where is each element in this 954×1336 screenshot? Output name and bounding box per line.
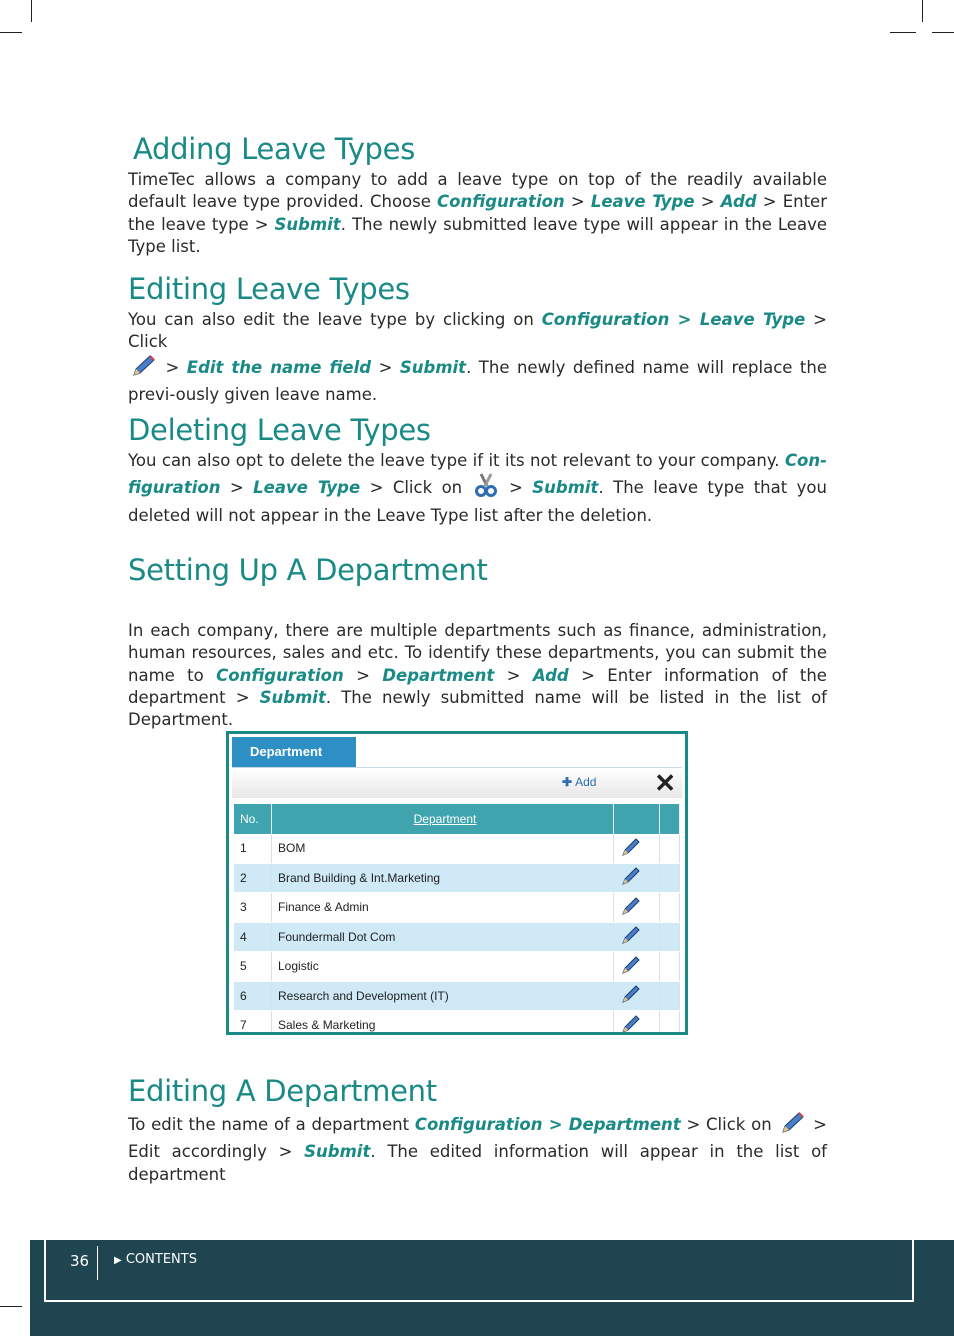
plus-icon: ✚ xyxy=(562,775,573,789)
table-row xyxy=(234,834,680,863)
text: > xyxy=(494,665,533,685)
cell-department: Finance & Admin xyxy=(272,893,614,923)
text: > Click on xyxy=(360,478,472,498)
toolbar xyxy=(232,768,682,798)
table-row xyxy=(234,863,680,893)
section-setting-up-department xyxy=(128,552,827,731)
tab-department[interactable]: Department xyxy=(232,737,356,767)
cell-department: BOM xyxy=(272,834,614,863)
cell-department: Foundermall Dot Com xyxy=(272,922,614,952)
section-body xyxy=(128,1111,827,1186)
cell-extra xyxy=(660,981,680,1011)
text: . The leave type that you deleted will not appear in the Leave Type list after the deletion. xyxy=(128,478,827,525)
cell-no: 5 xyxy=(234,952,272,982)
section-body xyxy=(128,169,827,258)
text: > xyxy=(499,478,533,498)
contents-label: CONTENTS xyxy=(125,1252,197,1267)
column-header-department[interactable]: Department xyxy=(272,804,614,834)
edit-icon[interactable] xyxy=(614,834,660,863)
cell-department: Sales & Marketing xyxy=(272,1011,614,1036)
keyword: Configuration > Leave Type xyxy=(541,310,806,329)
text: In each company, there are multiple departments such as finance, administration, human resources, sales and etc. To identify these departments, you can submit the name to xyxy=(128,621,827,685)
table-row xyxy=(234,952,680,982)
keyword: Department xyxy=(382,665,495,685)
section-title: Editing Leave Types xyxy=(128,272,410,306)
keyword: Add xyxy=(532,665,569,685)
tab-bar xyxy=(232,737,682,768)
cell-department: Logistic xyxy=(272,952,614,982)
table-row xyxy=(234,922,680,952)
contents-link[interactable] xyxy=(114,1252,197,1267)
edit-icon[interactable] xyxy=(614,1011,660,1036)
edit-icon[interactable] xyxy=(614,922,660,952)
edit-icon[interactable] xyxy=(614,952,660,982)
pencil-icon xyxy=(777,1111,807,1141)
edit-icon[interactable] xyxy=(614,981,660,1011)
section-body xyxy=(128,309,827,406)
keyword: Submit xyxy=(532,478,599,498)
text: > Click xyxy=(128,310,828,352)
keyword: Configuration xyxy=(216,665,344,685)
keyword: Leave Type xyxy=(253,478,361,498)
text: > xyxy=(220,478,254,498)
scissors-icon xyxy=(472,472,500,504)
crop-mark xyxy=(922,0,923,22)
section-body xyxy=(128,450,827,527)
cell-extra xyxy=(660,952,680,982)
text: > xyxy=(564,192,591,212)
text: To edit the name of a department xyxy=(128,1115,415,1134)
cell-extra xyxy=(660,893,680,923)
keyword: Leave Type xyxy=(590,192,695,212)
text: . The edited information will appear in the list of department xyxy=(128,1142,827,1184)
edit-icon[interactable] xyxy=(614,893,660,923)
text: You can also opt to delete the leave type if it its not relevant to your company. xyxy=(128,451,785,470)
close-icon[interactable]: ✕ xyxy=(654,768,676,798)
department-table xyxy=(234,804,680,1035)
department-screenshot xyxy=(226,731,688,1035)
section-editing-leave-types xyxy=(128,271,827,406)
table-row xyxy=(234,981,680,1011)
keyword: Submit xyxy=(259,687,326,707)
page-number: 36 xyxy=(70,1252,90,1270)
text: . The newly submitted name will be listed in the list of Department. xyxy=(128,687,827,730)
pencil-icon xyxy=(128,354,158,384)
keyword: Submit xyxy=(274,214,341,234)
column-header-action xyxy=(614,804,660,834)
cell-no: 4 xyxy=(234,922,272,952)
cell-no: 1 xyxy=(234,834,272,863)
text: . The newly defined name will replace the previ-ously given leave name. xyxy=(128,357,827,404)
cell-no: 7 xyxy=(234,1011,272,1036)
section-editing-department xyxy=(128,1073,827,1186)
text: > Click on xyxy=(680,1115,778,1134)
text: You can also edit the leave type by clicking on xyxy=(128,310,542,329)
cell-department: Research and Development (IT) xyxy=(272,981,614,1011)
cell-extra xyxy=(660,834,680,863)
cell-extra xyxy=(660,1011,680,1036)
section-adding-leave-types xyxy=(128,131,827,258)
edit-icon[interactable] xyxy=(614,863,660,893)
text: > xyxy=(694,192,721,212)
keyword: Con-figuration xyxy=(128,451,827,498)
column-header-extra xyxy=(660,804,680,834)
cell-no: 6 xyxy=(234,981,272,1011)
keyword: Configuration xyxy=(437,192,565,212)
keyword: Configuration > Department xyxy=(414,1115,681,1134)
cell-department: Brand Building & Int.Marketing xyxy=(272,863,614,893)
section-title: Setting Up A Department xyxy=(128,553,488,587)
caret-right-icon: ▶ xyxy=(114,1255,122,1266)
footer-frame xyxy=(44,1240,914,1302)
text: > Enter the leave type > xyxy=(128,192,827,234)
text: > xyxy=(371,357,400,377)
text: > Enter information of the department > xyxy=(128,665,827,707)
section-deleting-leave-types xyxy=(128,412,827,527)
keyword: Add xyxy=(720,192,757,212)
cell-extra xyxy=(660,863,680,893)
table-row xyxy=(234,1011,680,1036)
cell-no: 2 xyxy=(234,863,272,893)
crop-mark xyxy=(890,32,916,33)
crop-mark xyxy=(31,0,32,22)
crop-mark xyxy=(0,1306,22,1307)
text: > Edit accordingly > xyxy=(128,1115,827,1162)
text: > xyxy=(158,357,187,377)
add-label: Add xyxy=(575,775,597,789)
section-title: Adding Leave Types xyxy=(133,132,416,166)
section-title: Deleting Leave Types xyxy=(128,413,431,447)
crop-mark xyxy=(932,32,954,33)
column-header-no: No. xyxy=(234,804,272,834)
table-row xyxy=(234,893,680,923)
footer-divider xyxy=(97,1246,98,1280)
keyword: Submit xyxy=(399,357,467,377)
add-button[interactable] xyxy=(562,775,596,789)
text: > xyxy=(343,665,383,685)
section-body xyxy=(128,620,827,731)
keyword: Edit the name field xyxy=(186,357,372,377)
table-header xyxy=(234,804,680,834)
text: TimeTec allows a company to add a leave type on top of the readily available default leave type provided. Choose xyxy=(128,170,827,212)
cell-extra xyxy=(660,922,680,952)
crop-mark xyxy=(0,32,22,33)
cell-no: 3 xyxy=(234,893,272,923)
keyword: Submit xyxy=(304,1142,371,1162)
text: . The newly submitted leave type will appear in the Leave Type list. xyxy=(128,214,827,256)
section-title: Editing A Department xyxy=(128,1074,437,1108)
